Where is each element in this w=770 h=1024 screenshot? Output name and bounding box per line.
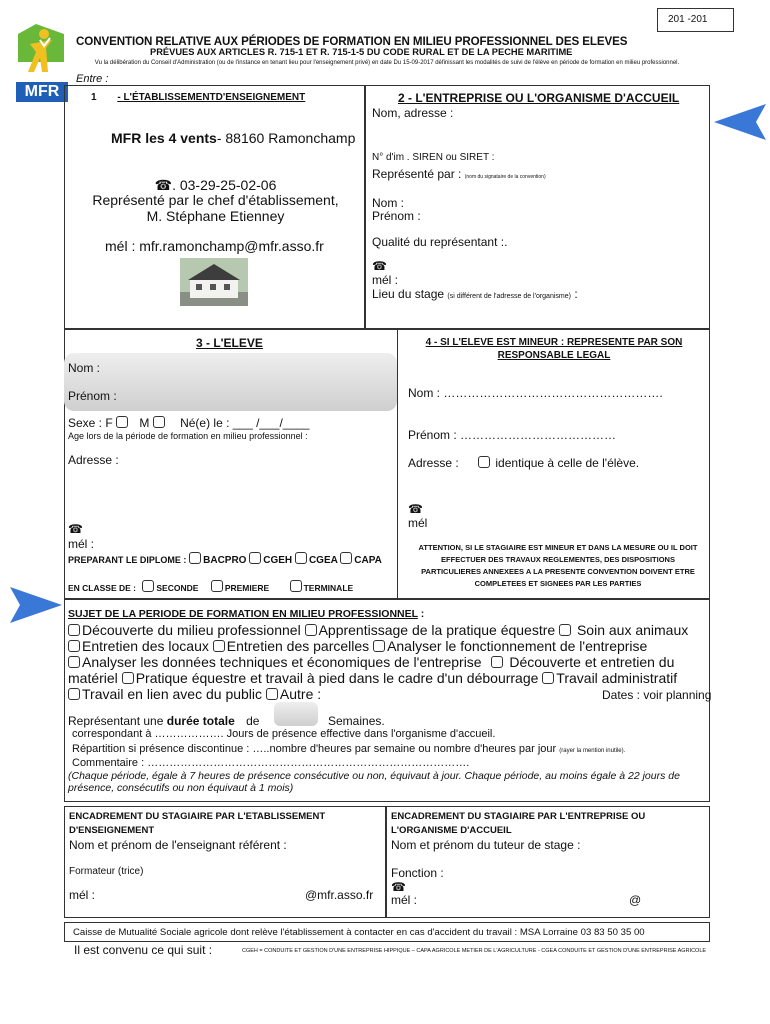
- checkbox-administratif[interactable]: [542, 672, 554, 684]
- logo-text: MFR: [16, 82, 68, 102]
- checkbox-apprentissage[interactable]: [305, 624, 317, 636]
- phone-icon: ☎: [372, 259, 387, 273]
- sujet-commentaire: Commentaire : …………………………………………………………………………….: [72, 757, 470, 769]
- checkbox-m[interactable]: [153, 416, 165, 428]
- mineur-mail: mél: [408, 516, 428, 530]
- section-heading: - L'ÉTABLISSEMENTD'ENSEIGNEMENT: [117, 92, 306, 103]
- checkbox-soin[interactable]: [559, 624, 571, 636]
- eleve-mail: mél :: [68, 537, 95, 551]
- phone-icon: ☎: [391, 880, 406, 894]
- mineur-attention: ATTENTION, SI LE STAGIAIRE EST MINEUR ET DANS LA MESURE OU IL DOIT EFFECTUER DES TRAVAUX REGLEMENTES, DES DISPOSITIONS PARTICULIERES ANNEXEES A LA PRESENTE CONVENTION DOIVENT ETRE COMPLETEES ET SIGNEES PAR LES PARTIES: [418, 543, 698, 588]
- checkbox-cgea[interactable]: [295, 552, 307, 564]
- encadrement-etab-heading: ENCADREMENT DU STAGIAIRE PAR L'ETABLISSEMENT: [69, 811, 326, 822]
- msa-box: [64, 922, 710, 942]
- entreprise-nom-adresse: Nom, adresse :: [372, 106, 454, 120]
- sujet-line-1: Découverte du milieu professionnel Apprentissage de la pratique équestre Soin aux animaux: [68, 622, 688, 638]
- mineur-nom: Nom : ……………………………………………….: [408, 386, 663, 400]
- etab-representant-name: M. Stéphane Etienney: [146, 208, 285, 224]
- checkbox-seconde[interactable]: [142, 580, 154, 592]
- checkbox-donnees[interactable]: [68, 656, 80, 668]
- checkbox-parcelles[interactable]: [213, 640, 225, 652]
- etab-mail: mél : mfr.ramonchamp@mfr.asso.fr: [105, 238, 324, 254]
- section-entreprise: [365, 85, 710, 329]
- checkbox-materiel[interactable]: [491, 656, 503, 668]
- etab-representant: Représenté par le chef d'établissement,: [92, 192, 339, 208]
- mfr-logo: [16, 22, 68, 104]
- eleve-nom: Nom :: [68, 361, 101, 375]
- sujet-dates: Dates : voir planning: [602, 688, 712, 702]
- checkbox-f[interactable]: [116, 416, 128, 428]
- entreprise-qualite: Qualité du représentant :.: [372, 235, 508, 249]
- section-heading-mineur: 4 - SI L'ELEVE EST MINEUR : REPRESENTE PAR SON: [425, 337, 683, 348]
- page-subtitle: PRÉVUES AUX ARTICLES R. 715-1 ET R. 715-1-5 DU CODE RURAL ET DE LA PECHE MARITIME: [150, 47, 573, 57]
- footnote-text: CGEH = CONDUITE ET GESTION D'UNE ENTREPRISE HIPPIQUE – CAPA AGRICOLE METIER DE L'AGRICULTURE - CGEA CONDUITE ET GESTION D'UNE ENTREPRISE AGRICOLE: [242, 948, 707, 954]
- eleve-adresse: Adresse :: [68, 453, 119, 467]
- entreprise-representant: Représenté par : (nom du signataire de la convention): [372, 167, 546, 181]
- phone-icon: ☎: [408, 502, 423, 516]
- section-encadrement-entreprise: [386, 806, 710, 918]
- convenu-text: Il est convenu ce qui suit :: [74, 943, 213, 957]
- checkbox-locaux[interactable]: [68, 640, 80, 652]
- entreprise-mail: mél :: [372, 273, 399, 287]
- eleve-prenom: Prénom :: [68, 389, 117, 403]
- duree-input[interactable]: [274, 702, 318, 726]
- tuteur-mail: mél :: [391, 893, 418, 907]
- year-box: 201 -201: [657, 8, 734, 32]
- checkbox-bacpro[interactable]: [189, 552, 201, 564]
- arrow-left-icon: [714, 102, 766, 142]
- eleve-diplome: PREPARANT LE DIPLOME : BACPRO CGEH CGEA CAPA: [68, 552, 382, 566]
- etab-name: MFR les 4 vents- 88160 Ramonchamp: [111, 130, 356, 146]
- tuteur-mail-at: @: [629, 893, 642, 907]
- formateur-label: Formateur (trice): [69, 866, 144, 877]
- section-number: 1: [91, 92, 97, 103]
- page-title: CONVENTION RELATIVE AUX PÉRIODES DE FORMATION EN MILIEU PROFESSIONNEL DES ELEVES: [76, 35, 628, 48]
- sujet-line-4: matériel Pratique équestre et travail à pied dans le cadre d'un débourrage Travail administratif: [68, 670, 678, 686]
- sujet-note: (Chaque période, égale à 7 heures de présence consécutive ou non, équivaut à jour. Chaque période, au moins égale à 22 jours de présence, consécutifs ou non équivaut à 1 mois): [68, 770, 680, 794]
- eleve-classe: EN CLASSE DE : SECONDE PREMIERE TERMINALE: [68, 580, 353, 593]
- mineur-adresse: Adresse : identique à celle de l'élève.: [408, 456, 640, 470]
- mineur-prenom: Prénom : …………………………………: [408, 428, 617, 442]
- arrow-right-icon: [10, 585, 62, 625]
- enseignant-referent: Nom et prénom de l'enseignant référent :: [69, 838, 287, 852]
- sujet-line-5: Travail en lien avec du public Autre :: [68, 686, 321, 702]
- sujet-heading: SUJET DE LA PERIODE DE FORMATION EN MILIEU PROFESSIONNEL :: [68, 608, 425, 620]
- checkbox-decouverte[interactable]: [68, 624, 80, 636]
- checkbox-premiere[interactable]: [211, 580, 223, 592]
- eleve-age: Age lors de la période de formation en milieu professionnel :: [68, 431, 308, 441]
- deliberation-text: Vu la délibération du Conseil d'Administration (ou de l'instance en tenant lieu pour l'enseignement privé) en date Du 15-09-2017 définissant les modalités de suivi de l'élève en période de formation en milieu professionnel.: [94, 60, 680, 66]
- msa-text: Caisse de Mutualité Sociale agricole dont relève l'établissement à contacter en cas d'accident du travail : MSA Lorraine 03 83 50 35 00: [73, 927, 645, 938]
- sujet-repartition: Répartition si présence discontinue : …..nombre d'heures par semaine ou nombre d'heures par jour (rayer la mention inutile).: [72, 743, 626, 755]
- phone-icon: ☎: [68, 522, 83, 536]
- section-heading-mineur-2: RESPONSABLE LEGAL: [497, 350, 611, 361]
- entreprise-prenom: Prénom :: [372, 209, 421, 223]
- tuteur-fonction: Fonction :: [391, 866, 444, 880]
- encadrement-ent-heading-2: L'ORGANISME D'ACCUEIL: [391, 825, 512, 836]
- section-heading-eleve: 3 - L'ELEVE: [196, 336, 263, 350]
- checkbox-identique[interactable]: [478, 456, 490, 468]
- etab-encadrant-mail: mél :: [69, 888, 96, 902]
- section-encadrement-etab: [64, 806, 386, 918]
- entreprise-siren: N° d'im . SIREN ou SIRET :: [372, 152, 495, 163]
- checkbox-cgeh[interactable]: [249, 552, 261, 564]
- checkbox-terminale[interactable]: [290, 580, 302, 592]
- sujet-correspondant: correspondant à ………………. Jours de présence effective dans l'organisme d'accueil.: [72, 728, 496, 740]
- entreprise-lieu: Lieu du stage (si différent de l'adresse de l'organisme) :: [372, 287, 578, 301]
- checkbox-fonctionnement[interactable]: [373, 640, 385, 652]
- sujet-semaines: Semaines.: [328, 714, 385, 728]
- eleve-sexe: Sexe : F M Né(e) le : ___ /___/____: [68, 416, 310, 430]
- section-heading: 2 - L'ENTREPRISE OU L'ORGANISME D'ACCUEIL: [398, 91, 680, 105]
- checkbox-autre[interactable]: [266, 688, 278, 700]
- checkbox-public[interactable]: [68, 688, 80, 700]
- checkbox-capa[interactable]: [340, 552, 352, 564]
- sujet-duree: Représentant une durée totale de: [68, 714, 260, 728]
- school-photo: [180, 258, 248, 306]
- entreprise-nom: Nom :: [372, 196, 405, 210]
- sujet-line-3: Analyser les données techniques et économiques de l'entreprise Découverte et entretien du: [68, 654, 674, 670]
- encadrement-ent-heading: ENCADREMENT DU STAGIAIRE PAR L'ENTREPRISE OU: [391, 811, 646, 822]
- encadrement-etab-heading-2: D'ENSEIGNEMENT: [69, 825, 155, 836]
- sujet-line-2: Entretien des locaux Entretien des parcelles Analyser le fonctionnement de l'entreprise: [68, 638, 647, 654]
- entre-label: Entre :: [76, 73, 109, 85]
- logo-figure-icon: [16, 22, 66, 80]
- etab-phone: ☎. 03-29-25-02-06: [154, 177, 277, 193]
- tuteur-stage: Nom et prénom du tuteur de stage :: [391, 838, 581, 852]
- checkbox-equestre[interactable]: [122, 672, 134, 684]
- section-etablissement: [64, 85, 365, 329]
- etab-mail-domain: @mfr.asso.fr: [305, 888, 374, 902]
